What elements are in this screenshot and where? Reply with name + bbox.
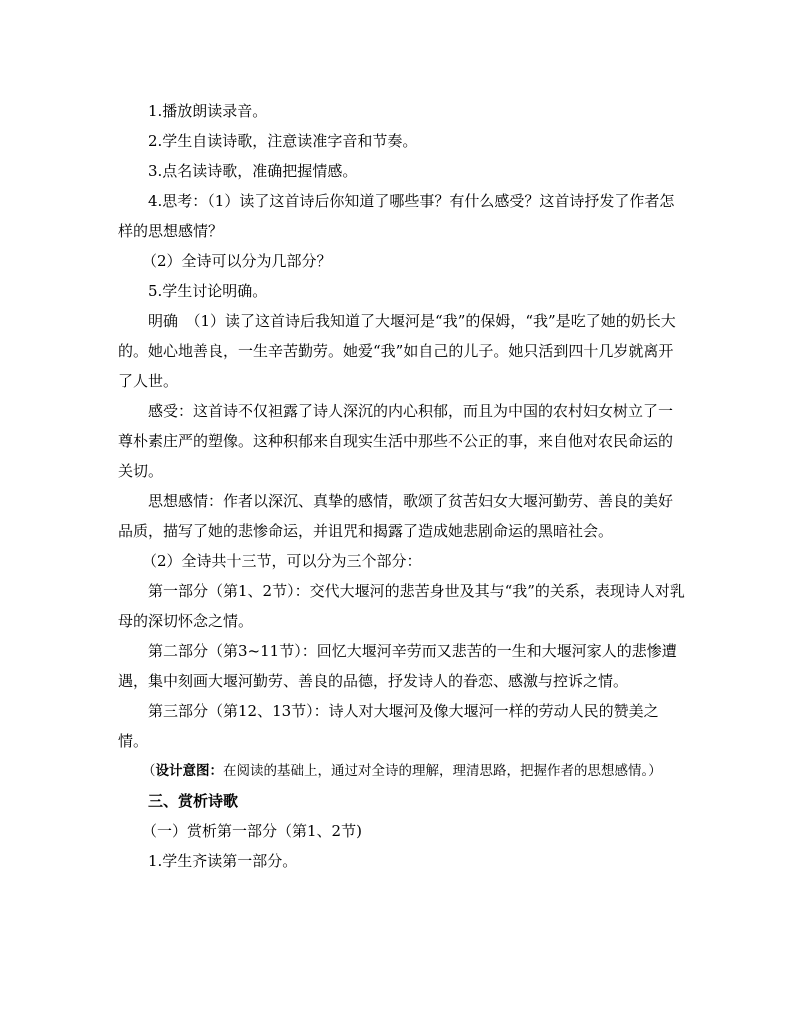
answer-feeling: 感受：这首诗不仅袒露了诗人深沉的内心积郁，而且为中国的农村妇女树立了一尊朴素庄严的塑像。这种积郁来自现实生活中那些不公正的事，来自他对农民命运的关切。 bbox=[118, 402, 674, 480]
step-2: 2.学生自读诗歌，注意读准字音和节奏。 bbox=[148, 132, 418, 150]
sub-heading: （一）赏析第一部分（第1、2节) bbox=[142, 822, 362, 840]
design-intent-open: （ bbox=[142, 763, 156, 779]
answer-emotion: 思想感情：作者以深沉、真挚的感情，歌颂了贫苦妇女大堰河勤劳、善良的美好品质，描写了她的悲惨命运，并诅咒和揭露了造成她悲剧命运的黑暗社会。 bbox=[118, 492, 674, 540]
step-1: 1.播放朗读录音。 bbox=[148, 102, 268, 120]
part-one: 第一部分（第1、2节）：交代大堰河的悲苦身世及其与“我”的关系，表现诗人对乳母的深切怀念之情。 bbox=[118, 582, 685, 630]
last-step: 1.学生齐读第一部分。 bbox=[148, 852, 298, 870]
design-intent-label: 设计意图 bbox=[155, 763, 210, 779]
design-intent-text: 在阅读的基础上，通过对全诗的理解，理清思路，把握作者的思想感情。） bbox=[223, 763, 662, 779]
step-4-question: 4.思考：（1）读了这首诗后你知道了哪些事？有什么感受？这首诗抒发了作者怎样的思想感情？ bbox=[118, 192, 675, 240]
step-4-question-2: （2）全诗可以分为几部分？ bbox=[142, 252, 332, 270]
document-body bbox=[118, 96, 686, 876]
design-intent-note bbox=[118, 756, 686, 786]
step-5: 5.学生讨论明确。 bbox=[148, 282, 268, 300]
section-heading: 三、赏析诗歌 bbox=[148, 792, 239, 810]
answer-clarify: 明确 （1）读了这首诗后我知道了大堰河是“我”的保姆，“我”是吃了她的奶长大的。她心地善良，一生辛苦勤劳。她爱“我”如自己的儿子。她只活到四十几岁就离开了人世。 bbox=[118, 312, 676, 390]
part-two: 第二部分（第3~11节）：回忆大堰河辛劳而又悲苦的一生和大堰河家人的悲惨遭遇，集中刻画大堰河勤劳、善良的品德，抒发诗人的眷恋、感激与控诉之情。 bbox=[118, 642, 677, 690]
design-intent-colon: ： bbox=[209, 763, 223, 779]
answer-structure: （2）全诗共十三节，可以分为三个部分： bbox=[142, 552, 422, 570]
step-3: 3.点名读诗歌，准确把握情感。 bbox=[148, 162, 358, 180]
part-three: 第三部分（第12、13节）：诗人对大堰河及像大堰河一样的劳动人民的赞美之情。 bbox=[118, 702, 659, 750]
